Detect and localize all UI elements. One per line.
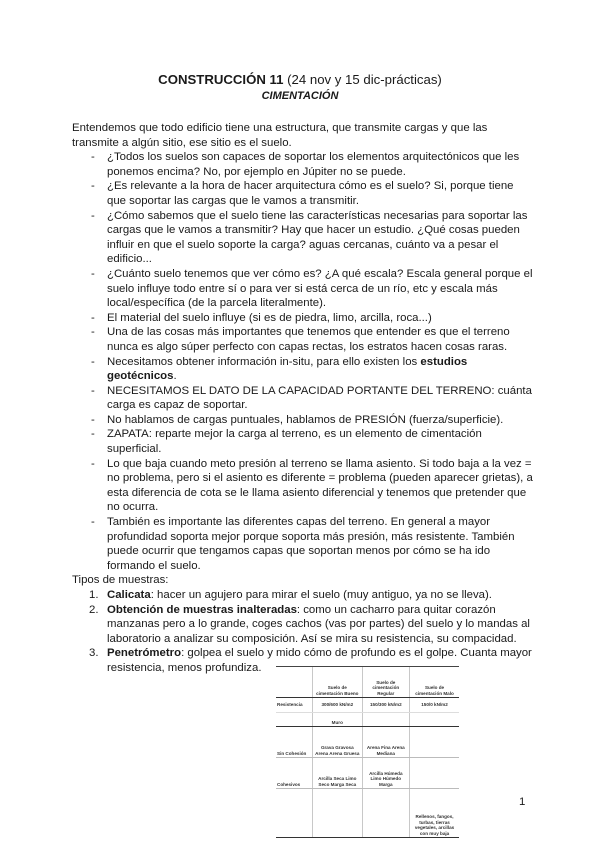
table-cell: Sin Cohesión [276,727,313,758]
dash-bullet: - [91,428,95,441]
table-cell [276,713,313,727]
table-cell: Rellenos, fangos, turbas, tierras vegetales, arcillas con muy baja [410,789,459,838]
table-row [276,727,459,758]
table-cell [313,789,362,838]
bold-term: Obtención de muestras inalteradas [107,603,297,616]
tipos-heading: Tipos de muestras: [72,574,169,587]
table-row [276,789,459,838]
list-item: - No hablamos de cargas puntuales, hablamos de PRESIÓN (fuerza/superficie). [91,413,504,426]
list-number: 3. [89,647,99,660]
table-cell [410,713,459,727]
list-item: - Lo que baja cuando meto presión al terreno se llama asiento. Si todo baja a la vez = no problema, pero si el asiento es diferente = problema (pueden aparecer grietas), a esta diferencia de cota se le llama asiento diferencial y tenemos que pretender que no ocurra. [91,457,533,514]
list-item: - ¿Cómo sabemos que el suelo tiene las características necesarias para soportar las cargas que le vamos a transmitir? Hay que hacer un estudio. ¿Qué cosas pueden influir en que el suelo soporte la carga? aguas cercanas, cuánto va a pesar el edificio... [91,209,528,266]
list-item: - ¿Es relevante a la hora de hacer arquitectura cómo es el suelo? Si, porque tiene que soportar las cargas que le vamos a transmitir. [91,180,514,207]
title-bold: CONSTRUCCIÓN 11 [158,72,284,87]
list-item: - ¿Todos los suelos son capaces de soportar los elementos arquitectónicos que les ponemos encima? No, por ejemplo en Júpiter no se puede. [91,151,520,178]
dash-bullet: - [91,326,95,339]
soil-classification-table-image [276,666,459,836]
list-item: 3. Penetrómetro: golpea el suelo y mido cómo de profundo es el golpe. Cuanta mayor resistencia, menos profundiza. [89,647,532,674]
table-cell: Arena Fina Arena Mediana [362,727,410,758]
table-cell: Muro [313,713,362,727]
table-cell: 300/600 kN/m2 [313,698,362,713]
bold-term: Penetrómetro [107,647,182,660]
table-header-cell: Suelo de cimentación Malo [410,666,459,698]
bold-term: Calicata [107,589,151,601]
table-cell [410,758,459,789]
page-title [0,72,600,88]
dash-bullet: - [91,516,95,529]
list-item: 1. Calicata: hacer un agujero para mirar el suelo (muy antiguo, ya no se lleva). [89,589,492,601]
table-header-cell: Suelo de cimentación Regular [362,666,410,698]
table-cell: 150/0 kN/m2 [410,698,459,713]
list-item: - NECESITAMOS EL DATO DE LA CAPACIDAD PORTANTE DEL TERRENO: cuánta carga es capaz de soportar. [91,384,532,412]
numbered-list [72,588,534,676]
table-cell [410,727,459,758]
dash-bullet: - [91,384,95,397]
intro-paragraph: Entendemos que todo edificio tiene una estructura, que transmite cargas y que las transmite a algún sitio, ese sitio es el suelo. [72,122,488,149]
page-subtitle: CIMENTACIÓN [261,90,339,102]
dash-bullet: - [91,209,95,222]
table-cell: Grava Gravosa Arena Arena Gruesa [313,727,362,758]
dash-bullet: - [91,457,95,470]
table-cell [362,713,410,727]
list-item: 2. Obtención de muestras inalteradas: como un cacharro para quitar corazón manzanas pero a lo grande, coges cachos (vas por partes) del suelo y lo mandas al laboratorio a analizar su composición. Así se mira su resistencia, su compacidad. [89,603,530,645]
table-cell: Arcilla Húmeda Limo Húmedo Marga [362,758,410,789]
table-cell: Resistencia [276,698,313,713]
list-item: - ZAPATA: reparte mejor la carga al terreno, es un elemento de cimentación superficial. [91,428,482,456]
soil-table [276,666,459,838]
table-header-cell: Suelo de cimentación Bueno [313,666,362,698]
list-item: - Necesitamos obtener información in-situ, para ello existen los estudios geotécnicos. [91,355,468,383]
list-item: - El material del suelo influye (si es de piedra, limo, arcilla, roca...) [91,311,432,324]
table-row [276,713,459,727]
table-cell [362,789,410,838]
list-number: 2. [89,603,99,616]
bullet-list [72,150,534,573]
list-number: 1. [89,589,99,601]
table-top-border [276,666,459,667]
list-item: - También es importante las diferentes capas del terreno. En general a mayor profundidad soporta mejor porque soporta más presión, más resistente. También puede ocurrir que tengamos capas que soportan menos por cómo se ha ido formando el suelo. [91,516,515,572]
table-header-cell [276,666,313,698]
document-body [72,121,534,676]
dash-bullet: - [91,180,95,193]
list-item: - ¿Cuánto suelo tenemos que ver cómo es? ¿A qué escala? Escala general porque el suelo influye todo entre sí o para ver si está cerca de un río, etc y escala más local/específica (de la parcela literalmente). [91,267,533,310]
bold-term: estudios geotécnicos [107,355,468,383]
list-item: - Una de las cosas más importantes que tenemos que entender es que el terreno nunca es algo súper perfecto con capas rectas, los estratos hacen cosas raras. [91,326,510,353]
dash-bullet: - [91,355,95,368]
dash-bullet: - [91,413,95,426]
table-cell: Cohesivos [276,758,313,789]
title-dates: (24 nov y 15 dic-prácticas) [283,72,442,87]
dash-bullet: - [91,151,95,164]
table-cell [276,789,313,838]
page-number: 1 [519,796,526,808]
dash-bullet: - [91,311,95,324]
table-row [276,698,459,713]
table-cell: Arcilla Seca Limo Seco Marga Seca [313,758,362,789]
table-cell: 150/300 kN/m2 [362,698,410,713]
table-row [276,758,459,789]
table-header-row [276,666,459,698]
dash-bullet: - [91,267,95,280]
